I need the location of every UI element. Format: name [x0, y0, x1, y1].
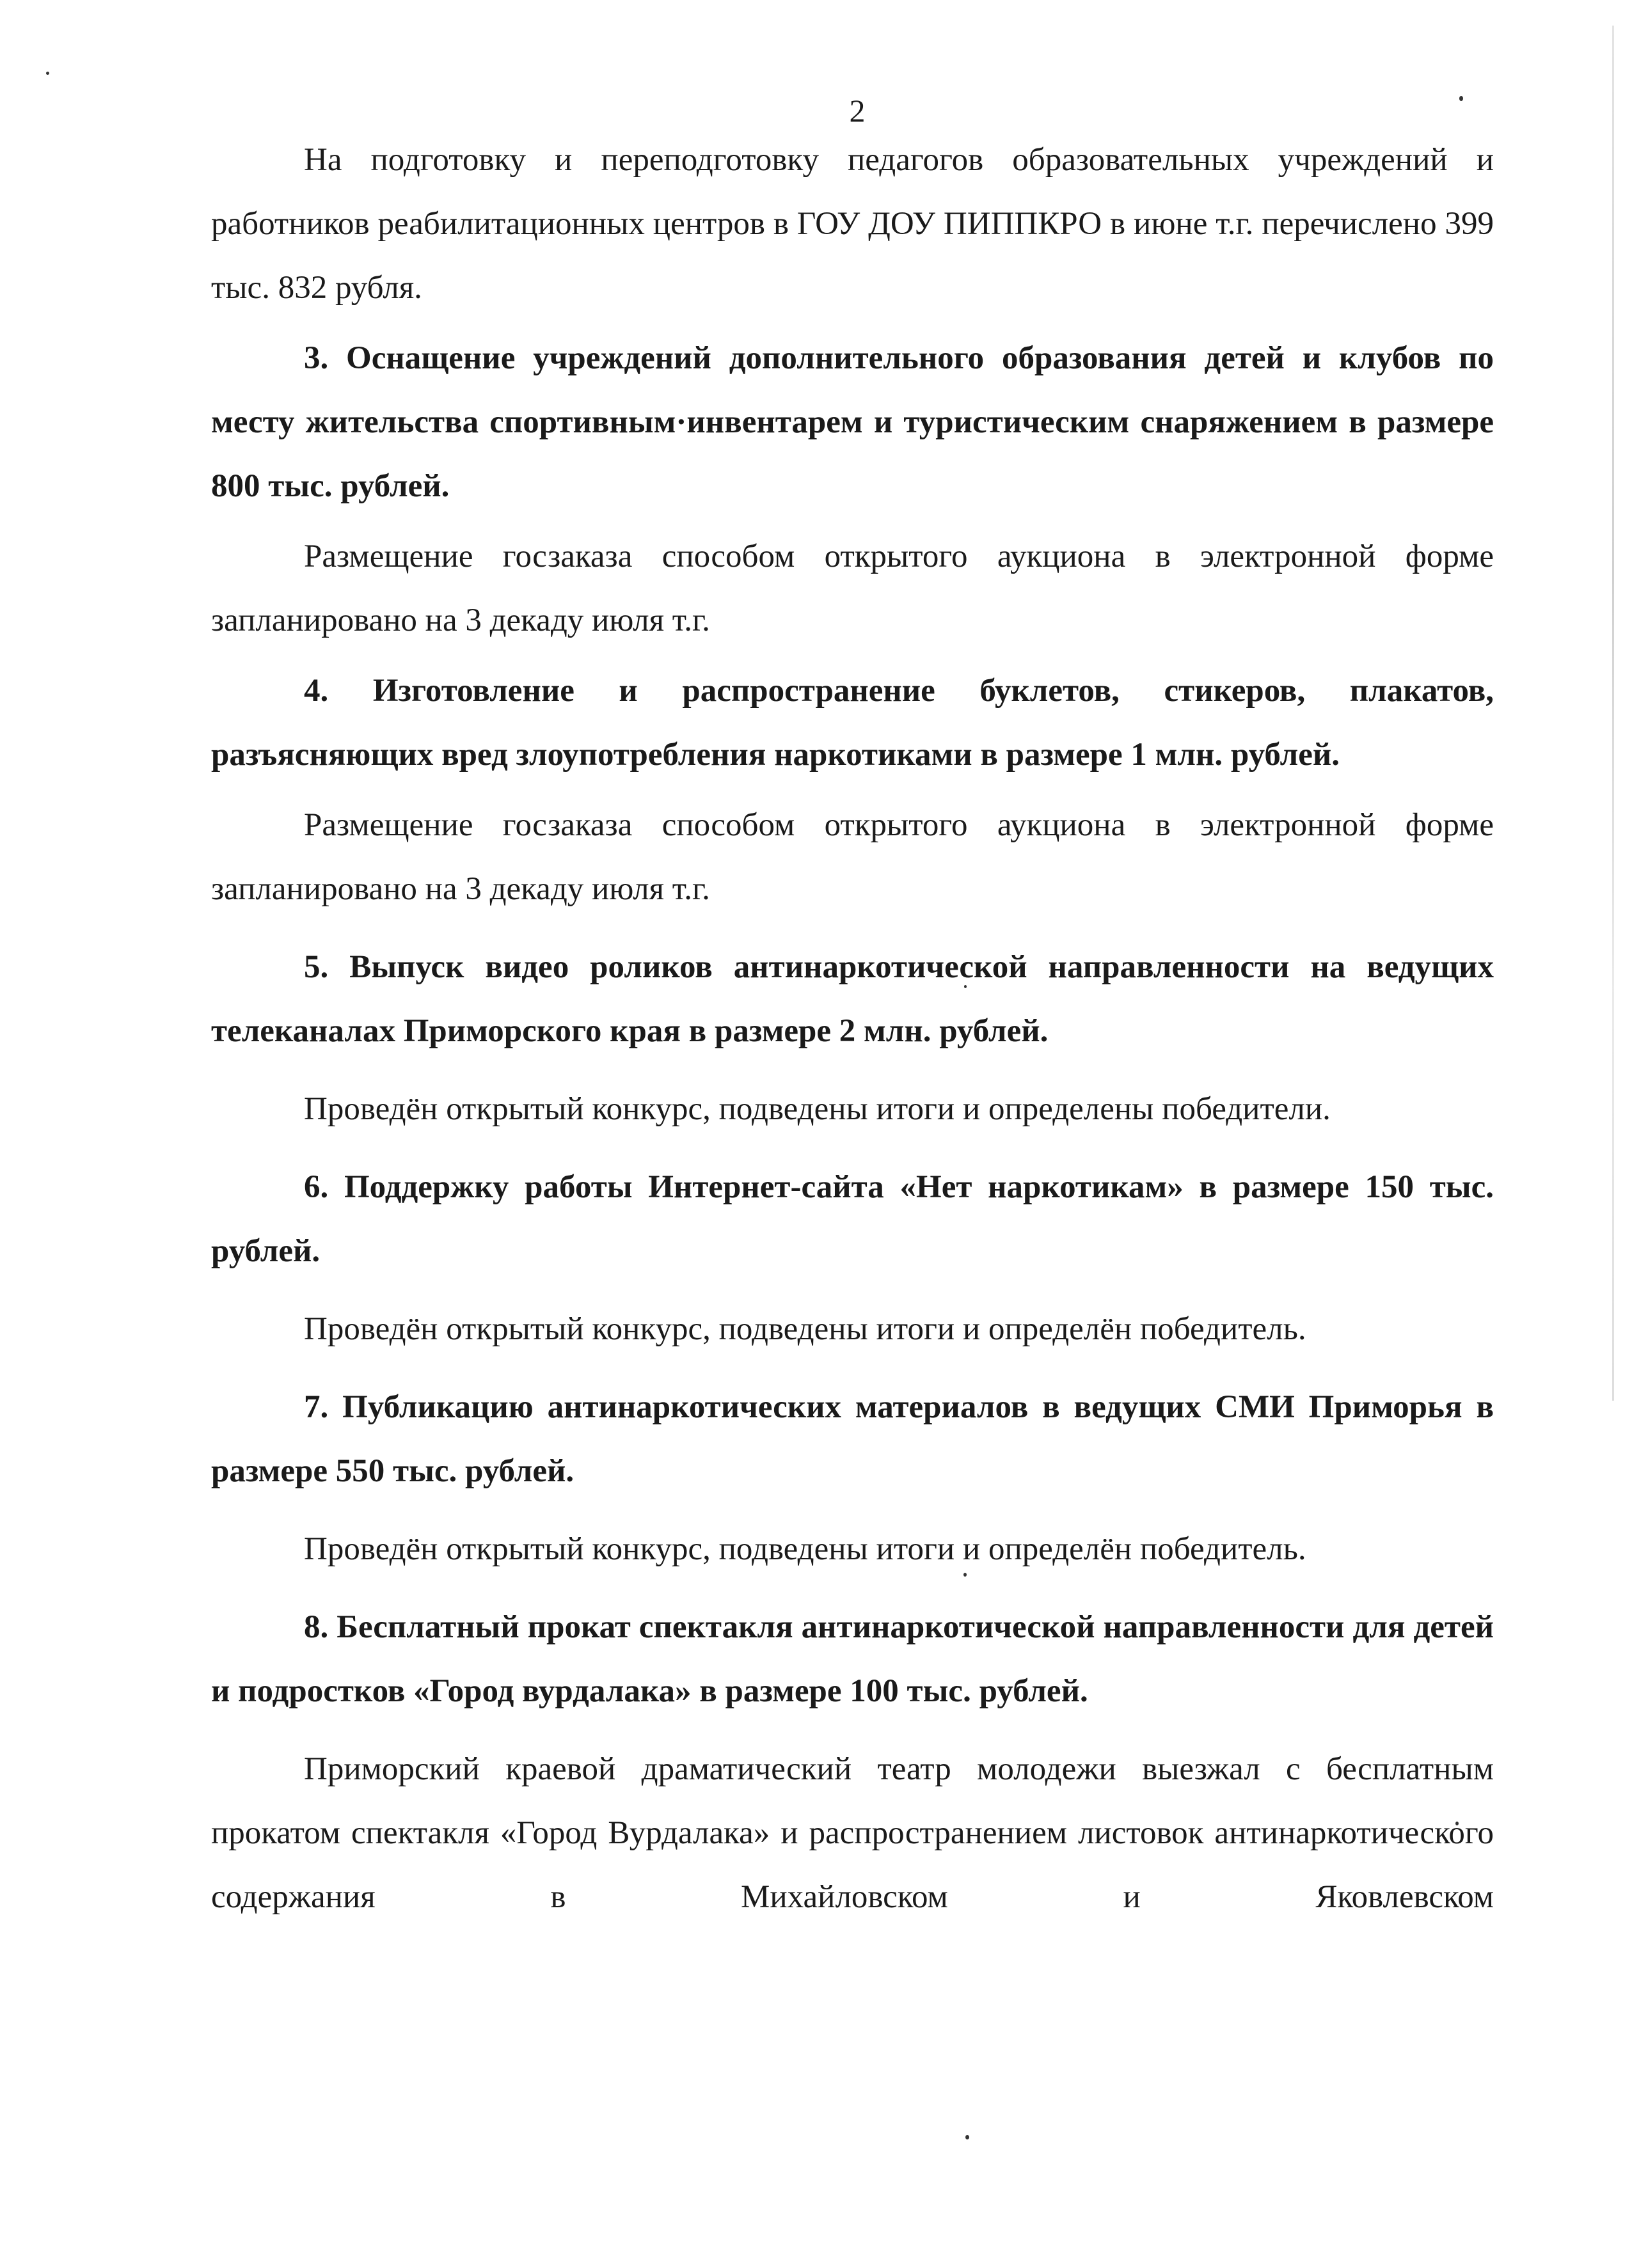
paragraph-teacher-training: На подготовку и переподготовку педагогов образовательных учреждений и работников реабилитационных центров в ГОУ ДОУ ПИППКРО в июне т.г. перечислено 399 тыс. 832 рубля.	[211, 142, 1494, 306]
scan-edge-shadow	[1612, 26, 1614, 1401]
paragraph-item-4-status: Размещение госзаказа способом открытого аукциона в электронной форме запланировано на 3 декаду июля т.г.	[211, 807, 1494, 907]
document-body	[211, 128, 1494, 1929]
heading-item-8: 8. Бесплатный прокат спектакля антинаркотической направленности для детей и подростков «Город вурдалака» в размере 100 тыс. рублей.	[211, 1609, 1494, 1709]
paragraph-item-8-status: Приморский краевой драматический театр молодежи выезжал с бесплатным прокатом спектакля «Город Вурдалака» и распространением листовок антинаркотического содержания в Михайловском и Яковлевском	[211, 1751, 1494, 1915]
paragraph-item-7-status: Проведён открытый конкурс, подведены итоги и определён победитель.	[304, 1531, 1306, 1567]
heading-item-5: 5. Выпуск видео роликов антинаркотической направленности на ведущих телеканалах Приморского края в размере 2 млн. рублей.	[211, 949, 1494, 1049]
heading-item-3: 3. Оснащение учреждений дополнительного образования детей и клубов по месту жительства спортивным·инвентарем и туристическим снаряжением в размере 800 тыс. рублей.	[211, 340, 1494, 504]
heading-item-4: 4. Изготовление и распространение буклетов, стикеров, плакатов, разъясняющих вред злоупотребления наркотиками в размере 1 млн. рублей.	[211, 673, 1494, 773]
heading-item-7: 7. Публикацию антинаркотических материалов в ведущих СМИ Приморья в размере 550 тыс. рублей.	[211, 1389, 1494, 1489]
paragraph-item-3-status: Размещение госзаказа способом открытого аукциона в электронной форме запланировано на 3 декаду июля т.г.	[211, 539, 1494, 638]
scan-speck	[46, 72, 49, 75]
heading-item-6: 6. Поддержку работы Интернет-сайта «Нет наркотикам» в размере 150 тыс. рублей.	[211, 1169, 1494, 1269]
paragraph-item-6-status: Проведён открытый конкурс, подведены итоги и определён победитель.	[304, 1311, 1306, 1347]
paragraph-item-5-status: Проведён открытый конкурс, подведены итоги и определены победители.	[304, 1091, 1331, 1127]
page-number: 2	[849, 93, 866, 129]
scan-speck	[965, 2135, 969, 2139]
